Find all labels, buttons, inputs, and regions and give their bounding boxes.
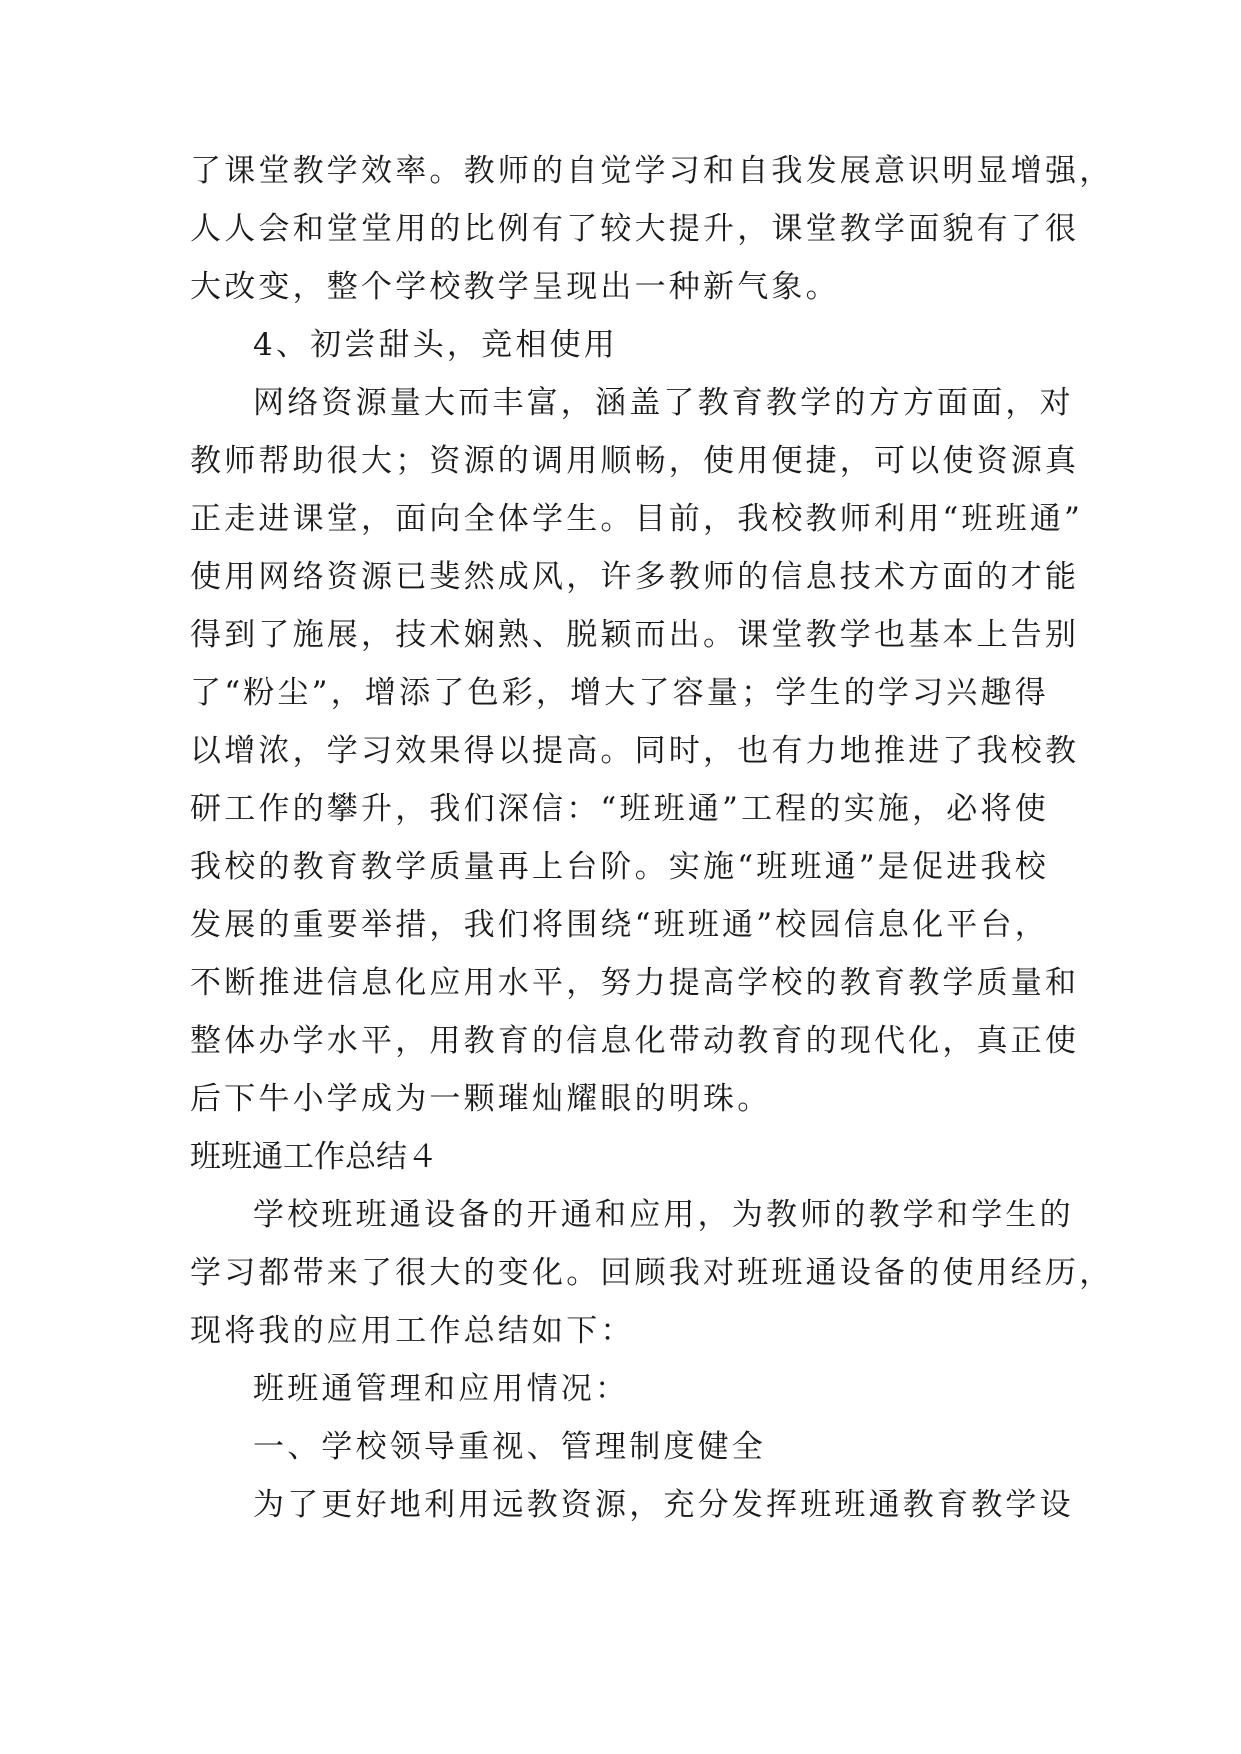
document-title: 班班通工作总结４ (190, 1139, 438, 1175)
paragraph-line: 后下牛小学成为一颗璀灿耀眼的明珠。 (190, 1081, 772, 1117)
paragraph-line: 了课堂教学效率。教师的自觉学习和自我发展意识明显增强， (190, 153, 1114, 189)
paragraph-line: 学习都带来了很大的变化。回顾我对班班通设备的使用经历， (190, 1255, 1114, 1291)
paragraph-line: 我校的教育教学质量再上台阶。实施“班班通”是促进我校 (190, 849, 1049, 885)
paragraph-line: 研工作的攀升，我们深信：“班班通”工程的实施，必将使 (190, 791, 1049, 827)
section-heading: 班班通管理和应用情况： (253, 1371, 630, 1407)
paragraph-line: 正走进课堂，面向全体学生。目前，我校教师利用“班班通” (190, 501, 1084, 537)
paragraph-line: 现将我的应用工作总结如下： (190, 1313, 635, 1349)
section-heading: 一、学校领导重视、管理制度健全 (253, 1429, 766, 1465)
paragraph-line: 整体办学水平，用教育的信息化带动教育的现代化，真正使 (190, 1023, 1080, 1059)
paragraph-line: 了“粉尘”，增添了色彩，增大了容量；学生的学习兴趣得 (190, 675, 1049, 711)
section-heading: 4、初尝甜头，竞相使用 (253, 327, 618, 363)
paragraph-line: 不断推进信息化应用水平，努力提高学校的教育教学质量和 (190, 965, 1080, 1001)
paragraph-line: 大改变，整个学校教学呈现出一种新气象。 (190, 269, 840, 305)
paragraph-line: 人人会和堂堂用的比例有了较大提升，课堂教学面貌有了很 (190, 211, 1080, 247)
paragraph-line: 发展的重要举措，我们将围绕“班班通”校园信息化平台， (190, 907, 1049, 943)
paragraph-line: 学校班班通设备的开通和应用，为教师的教学和学生的 (253, 1197, 1074, 1233)
paragraph-line: 使用网络资源已斐然成风，许多教师的信息技术方面的才能 (190, 559, 1080, 595)
paragraph-line: 为了更好地利用远教资源，充分发挥班班通教育教学设 (253, 1487, 1074, 1523)
paragraph-line: 得到了施展，技术娴熟、脱颖而出。课堂教学也基本上告别 (190, 617, 1080, 653)
paragraph-line: 网络资源量大而丰富，涵盖了教育教学的方方面面，对 (253, 385, 1074, 421)
paragraph-line: 以增浓，学习效果得以提高。同时，也有力地推进了我校教 (190, 733, 1080, 769)
paragraph-line: 教师帮助很大；资源的调用顺畅，使用便捷，可以使资源真 (190, 443, 1080, 479)
